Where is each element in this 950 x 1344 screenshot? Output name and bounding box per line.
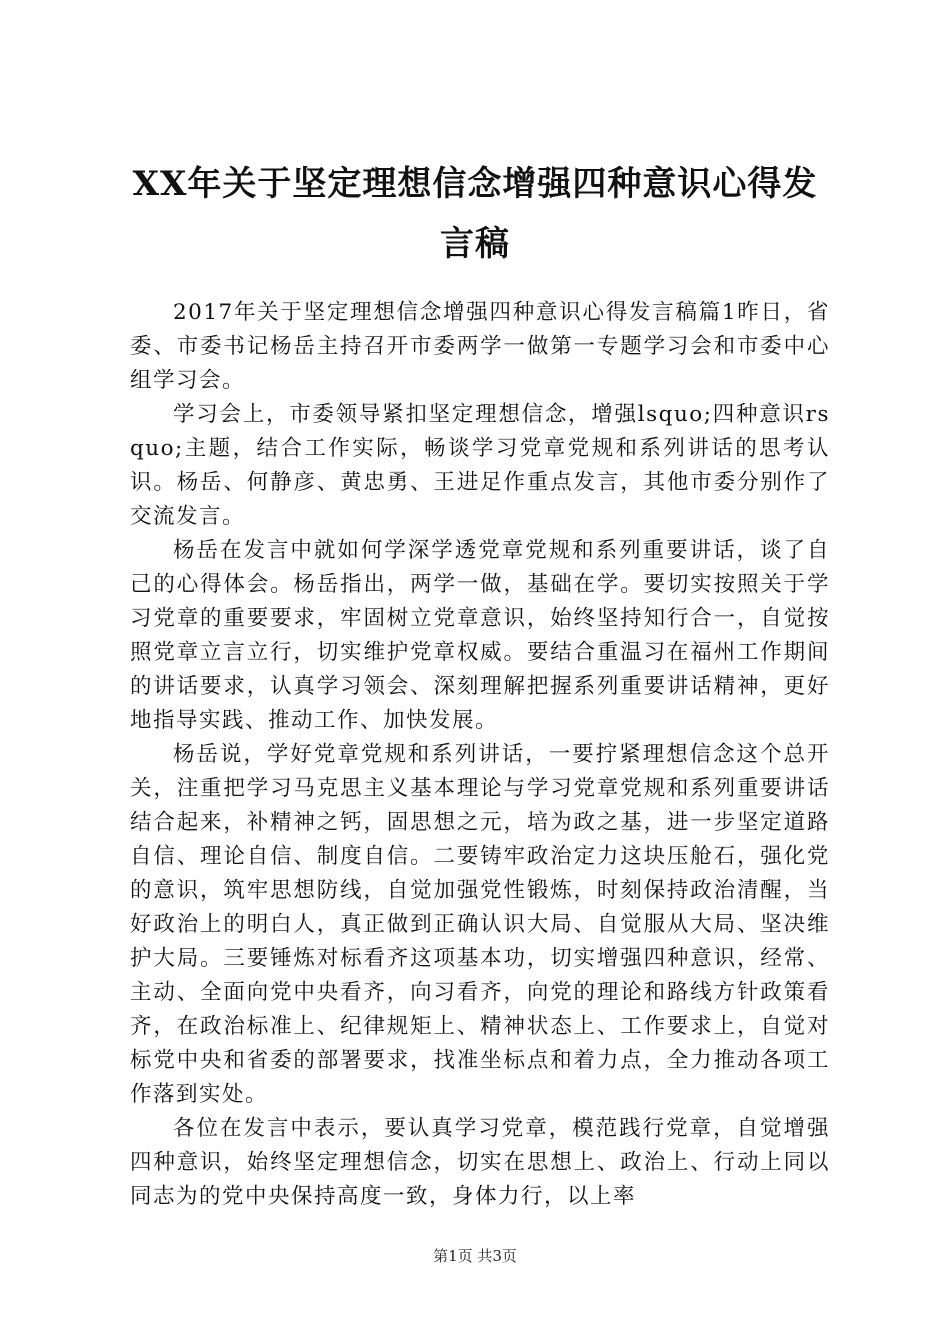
document-title: XX年关于坚定理想信念增强四种意识心得发言稿: [132, 164, 818, 264]
document-body: [130, 296, 830, 1214]
paragraph: 杨岳说，学好党章党规和系列讲话，一要拧紧理想信念这个总开关，注重把学习马克思主义基本理论与学习党章党规和系列重要讲话结合起来，补精神之钙，固思想之元，培为政之基，进一步坚定道路自信、理论自信、制度自信。二要铸牢政治定力这块压舱石，强化党的意识，筑牢思想防线，自觉加强党性锻炼，时刻保持政治清醒，当好政治上的明白人，真正做到正确认识大局、自觉服从大局、坚决维护大局。三要锤炼对标看齐这项基本功，切实增强四种意识，经常、主动、全面向党中央看齐，向习看齐，向党的理论和路线方针政策看齐，在政治标准上、纪律规矩上、精神状态上、工作要求上，自觉对标党中央和省委的部署要求，找准坐标点和着力点，全力推动各项工作落到实处。: [130, 742, 830, 1107]
page-number-footer: 第1页 共3页: [433, 1247, 517, 1265]
paragraph: 杨岳在发言中就如何学深学透党章党规和系列重要讲话，谈了自己的心得体会。杨岳指出，两学一做，基础在学。要切实按照关于学习党章的重要要求，牢固树立党章意识，始终坚持知行合一，自觉按照党章立言立行，切实维护党章权威。要结合重温习在福州工作期间的讲话要求，认真学习领会、深刻理解把握系列重要讲话精神，更好地指导实践、推动工作、加快发展。: [130, 538, 830, 733]
paragraph: 各位在发言中表示，要认真学习党章，模范践行党章，自觉增强四种意识，始终坚定理想信念，切实在思想上、政治上、行动上同以同志为的党中央保持高度一致，身体力行，以上率: [130, 1116, 830, 1209]
paragraph: 2017年关于坚定理想信念增强四种意识心得发言稿篇1昨日，省委、市委书记杨岳主持召开市委两学一做第一专题学习会和市委中心组学习会。: [130, 300, 830, 393]
paragraph: 学习会上，市委领导紧扣坚定理想信念，增强lsquo;四种意识rsquo;主题，结合工作实际，畅谈学习党章党规和系列讲话的思考认识。杨岳、何静彦、黄忠勇、王进足作重点发言，其他市委分别作了交流发言。: [130, 402, 830, 529]
